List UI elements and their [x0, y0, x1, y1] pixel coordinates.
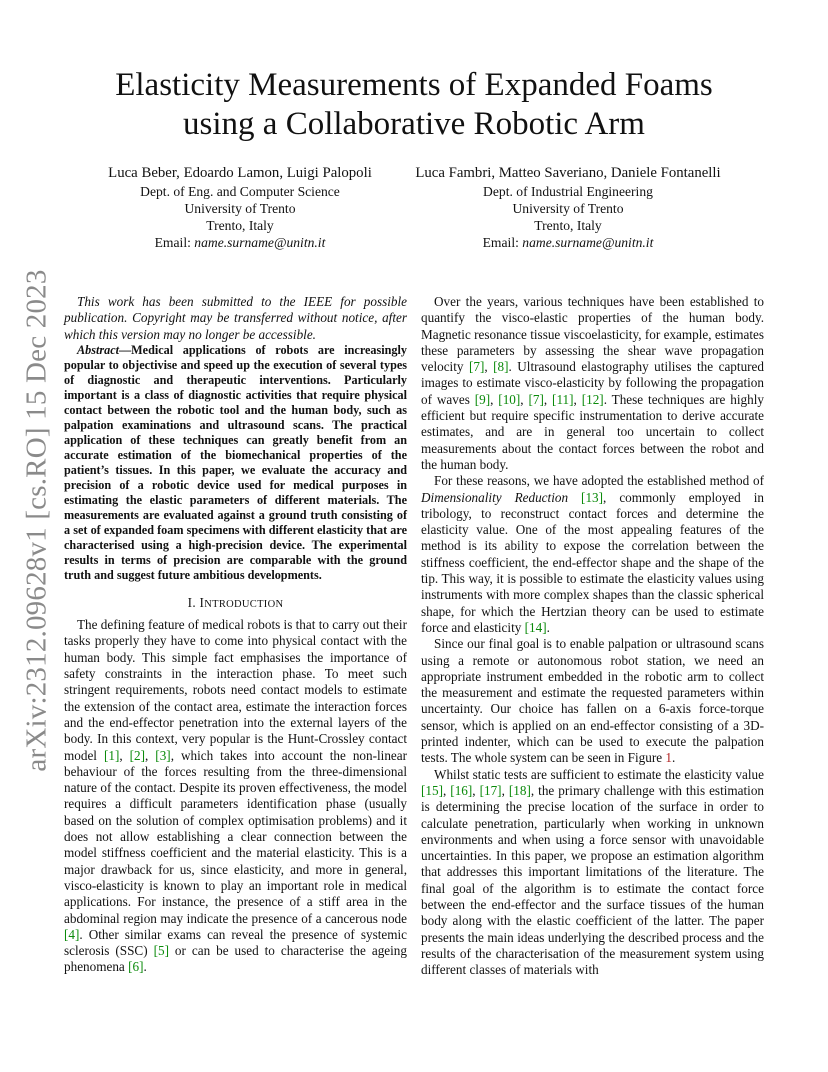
citation-link[interactable]: [6] — [128, 959, 144, 975]
citation-link[interactable]: [7] — [528, 391, 544, 407]
author-university: University of Trento — [512, 201, 624, 216]
intro-paragraph: The defining feature of medical robots is that to carry out their tasks properly they have to come into physical contact with the human body. This simple fact emphasises the importance of safety constraints in the interaction phase. To meet such stringent requirements, robots need contact models to estimate the extension of the contact area, estimate the interaction forces and the end-effector penetration into the external layers of the body. In this context, very popular is the Hunt-Crossley contact model [1], [2], [3], which takes into account the non-linear behaviour of the forces resulting from the three-dimensional nature of the contact. Despite its proven effectiveness, the model requires a difficult parameters identification phase (usually based on the solution of complex optimisation problems) and it does not allow establishing a clear connection between the model stiffness coefficient and the material elasticity. This is a major drawback for us, since elasticity, and more in general, visco-elasticity is known to play an important role in medical applications. For instance, the presence of a stiff area in the abdominal region may indicate the presence of a cancerous node [4]. Other similar exams can reveal the presence of systemic sclerosis (SSC) [5] or can be used to characterise the ageing phenomena [6]. — [64, 617, 408, 975]
email-address: name.surname@unitn.it — [522, 235, 654, 250]
title-line-2: using a Collaborative Robotic Arm — [183, 106, 645, 142]
right-column — [421, 294, 764, 978]
author-names: Luca Fambri, Matteo Saveriano, Daniele Fontanelli — [415, 165, 721, 181]
author-names: Luca Beber, Edoardo Lamon, Luigi Palopoli — [108, 165, 372, 181]
body-paragraph: Whilst static tests are sufficient to estimate the elasticity value [15], [16], [17], [18], the primary challenge with this estimation is determining the precise location of the surface in order to calculate penetration, particularly when working in unknown environments and when using a force sensor with unavoidable uncertainties. In this paper, we propose an estimation algorithm that addresses this important limitations of the literature. The final goal of the algorithm is to estimate the contact force between the end-effector and the surface tissues of the human body along with the elastic coefficient of the latter. The paper presents the main ideas underlying the described process and the results of the characterisation of the measurement system using different classes of materials with — [421, 766, 765, 978]
citation-link[interactable]: [5] — [153, 943, 169, 959]
author-dept: Dept. of Industrial Engineering — [483, 184, 653, 199]
citation-link[interactable]: [17] — [479, 782, 502, 798]
copyright-notice: This work has been submitted to the IEEE for possible publication. Copyright may be transferred without notice, after which this version may no longer be accessible. — [64, 294, 407, 342]
section-heading-introduction: I. INTRODUCTION — [187, 594, 284, 610]
figure-link[interactable]: 1 — [665, 750, 673, 766]
author-block-left — [80, 163, 400, 251]
body-paragraph: Over the years, various techniques have been established to quantify the visco-elastic properties of the human body. Magnetic resonance tissue viscoelasticity, for example, estimates these parameters by assessing the shear wave propagation velocity [7], [8]. Ultrasound elastography utilises the captured images to estimate visco-elasticity by following the propagation of waves [9], [10], [7], [11], [12]. These techniques are highly efficient but require specific instrumentation to derive accurate estimates, and are in general too uncertain to collect measurements about the contact forces between the robot and the human body. — [421, 294, 764, 472]
abstract-label: Abstract — [77, 342, 119, 357]
citation-link[interactable]: [13] — [581, 489, 604, 505]
abstract — [64, 343, 407, 583]
abstract-text: —Medical applications of robots are increasingly popular to objectivise and speed up the execution of several types of diagnostic and therapeutic interventions. Particularly important is a class of diagnostic activities that require physical contact between the robotic tool and the human body, such as palpation examinations and ultrasound scans. The practical application of these techniques can greatly benefit from an accurate estimation of the biomechanical properties of the patient’s tissues. In this paper, we evaluate the accuracy and precision of a robotic device used for medical purposes in estimating the elastic parameters of different materials. The measurements are evaluated against a ground truth consisting of a set of expanded foam specimens with different elasticity that are characterised using a high-precision device. The experimental results in terms of precision are comparable with the ground truth and suggest future ambitious developments. — [64, 342, 407, 582]
citation-link[interactable]: [3] — [155, 747, 171, 763]
citation-link[interactable]: [4] — [64, 926, 80, 942]
author-dept: Dept. of Eng. and Computer Science — [140, 184, 340, 199]
citation-link[interactable]: [11] — [552, 391, 574, 407]
author-city: Trento, Italy — [534, 218, 602, 233]
author-block-right — [400, 163, 736, 251]
citation-link[interactable]: [14] — [524, 619, 547, 635]
citation-link[interactable]: [9] — [474, 391, 491, 407]
citation-link[interactable]: [1] — [103, 747, 120, 763]
citation-link[interactable]: [8] — [493, 359, 509, 375]
citation-link[interactable]: [18] — [508, 782, 531, 798]
body-paragraph: Since our final goal is to enable palpation or ultrasound scans using a remote or autonomous robot station, we need an appropriate instrument embedded in the robotic arm to collect the measurement and estimate the requested parameters within uncertainty. Our choice has fallen on a 6-axis force-torque sensor, which is applied on an end-effector consisting of a 3D-printed indenter, which can be used to execute the palpation tests. The whole system can be seen in Figure 1. — [421, 636, 764, 766]
citation-link[interactable]: [10] — [498, 391, 521, 407]
citation-link[interactable]: [12] — [581, 391, 604, 407]
author-city: Trento, Italy — [206, 218, 274, 233]
author-email: Email: name.surname@unitn.it — [482, 235, 654, 250]
email-address: name.surname@unitn.it — [194, 235, 326, 250]
left-column — [64, 294, 407, 976]
author-email: Email: name.surname@unitn.it — [154, 235, 326, 250]
body-paragraph: For these reasons, we have adopted the established method of Dimensionality Reduction [13], commonly employed in tribology, to reconstruct contact forces and determine the elasticity value. One of the most appealing features of the method is its ability to expose the correlation between the stiffness coefficient, the end-effector shape and the shape of the tip. This way, it is possible to estimate the elasticity values using instruments with more complex shapes than the classic spherical shape, for which the Hertzian theory can be used to estimate force and elasticity [14]. — [421, 473, 764, 635]
citation-link[interactable]: [7] — [468, 359, 485, 375]
arxiv-stamp — [16, 268, 58, 772]
paper-title — [60, 66, 768, 144]
citation-link[interactable]: [15] — [421, 782, 443, 798]
author-university: University of Trento — [184, 201, 296, 216]
citation-link[interactable]: [16] — [450, 782, 473, 798]
citation-link[interactable]: [2] — [129, 747, 146, 763]
arxiv-stamp-text: arXiv:2312.09628v1 [cs.RO] 15 Dec 2023 — [20, 268, 53, 772]
title-line-1: Elasticity Measurements of Expanded Foams — [115, 67, 713, 103]
